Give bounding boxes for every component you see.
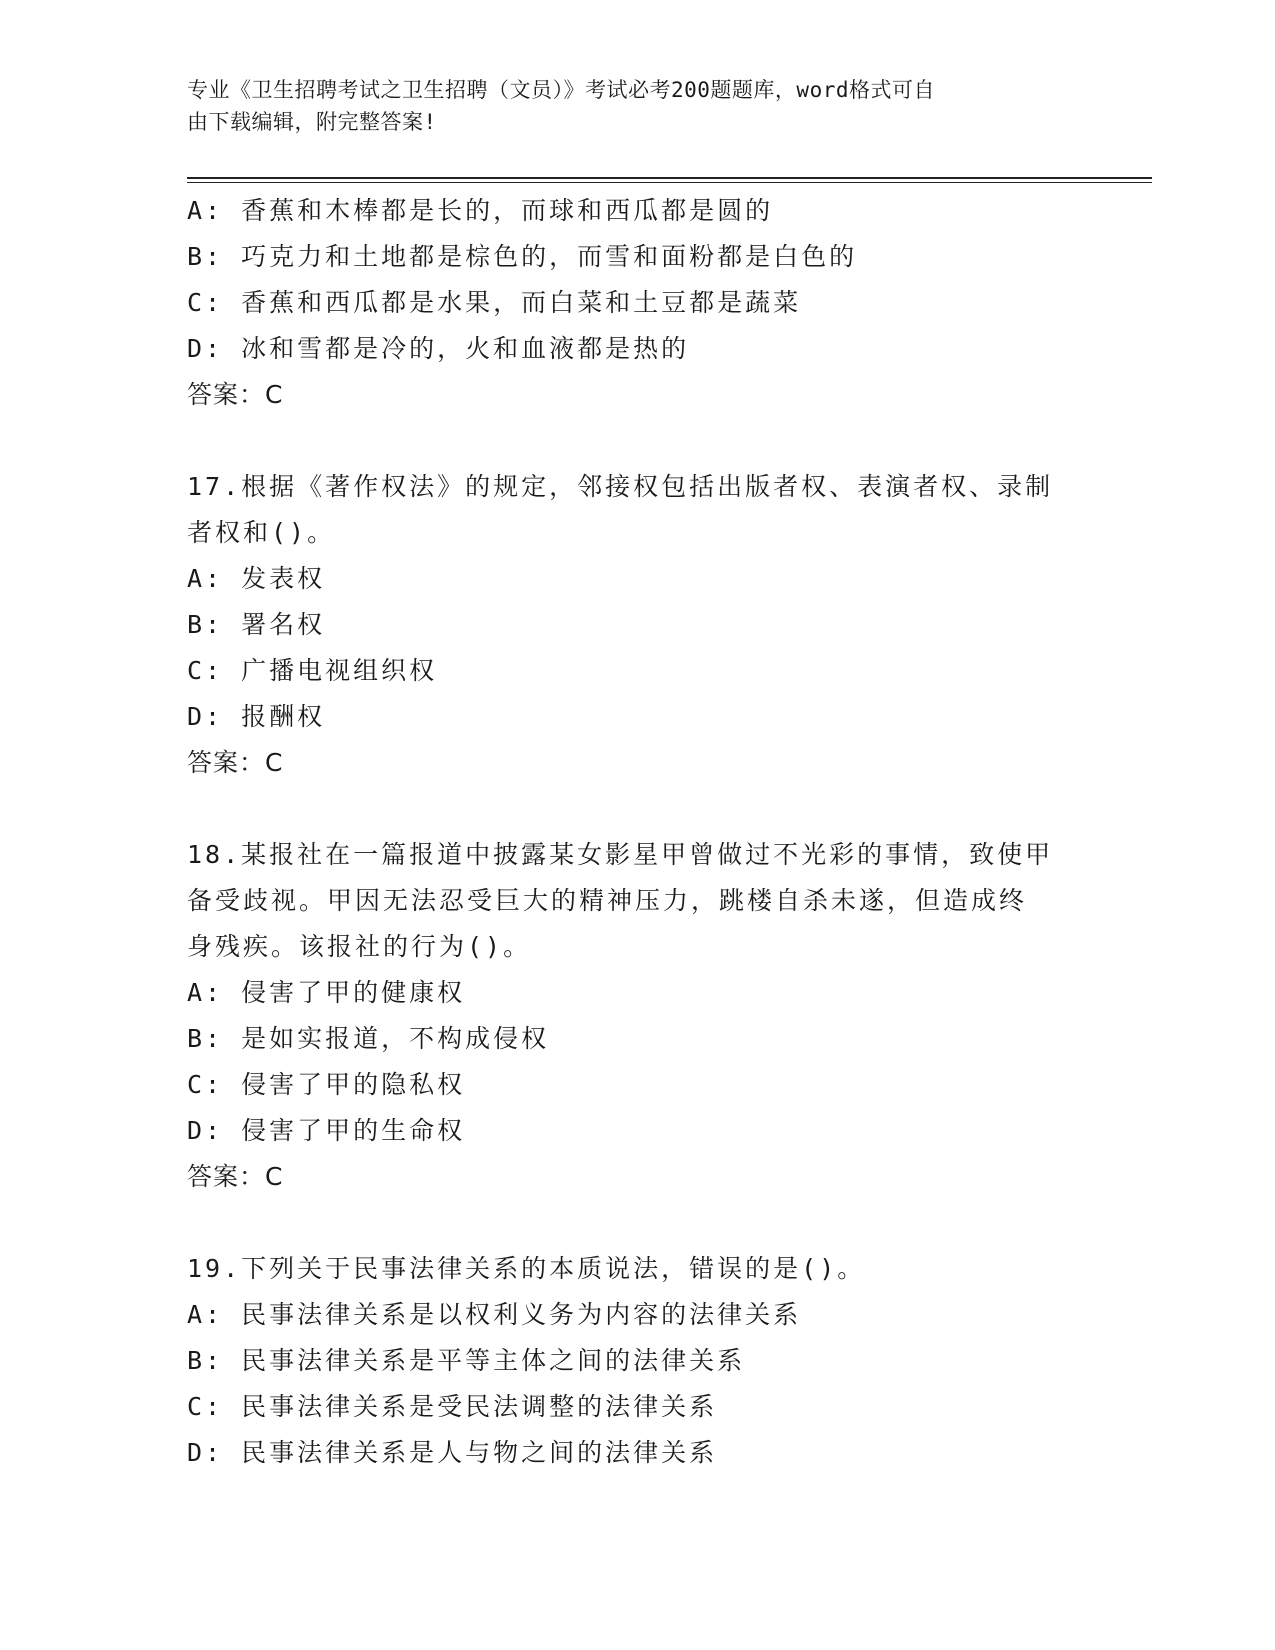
header-divider-thick (187, 177, 1152, 179)
document-header (187, 74, 1067, 138)
option-c: C: 香蕉和西瓜都是水果，而白菜和土豆都是蔬菜 (187, 288, 802, 317)
answer-label: 答案：C (187, 748, 284, 777)
question-18 (187, 832, 1087, 1200)
option-b: B: 民事法律关系是平等主体之间的法律关系 (187, 1346, 746, 1375)
question-stem-line: 19.下列关于民事法律关系的本质说法，错误的是()。 (187, 1254, 866, 1283)
question-16-tail (187, 188, 1087, 418)
option-b: B: 是如实报道，不构成侵权 (187, 1024, 550, 1053)
option-a: A: 民事法律关系是以权利义务为内容的法律关系 (187, 1300, 802, 1329)
question-17 (187, 464, 1087, 786)
answer-label: 答案：C (187, 380, 284, 409)
header-line-1: 专业《卫生招聘考试之卫生招聘（文员）》考试必考200题题库，word格式可自 (187, 78, 935, 102)
option-b: B: 署名权 (187, 610, 326, 639)
spacer (187, 1200, 1087, 1246)
answer-label: 答案：C (187, 1162, 284, 1191)
question-stem-line: 者权和()。 (187, 518, 336, 547)
header-divider-thin (187, 182, 1152, 183)
option-d: D: 冰和雪都是冷的，火和血液都是热的 (187, 334, 690, 363)
option-c: C: 民事法律关系是受民法调整的法律关系 (187, 1392, 718, 1421)
option-d: D: 报酬权 (187, 702, 326, 731)
question-19 (187, 1246, 1087, 1476)
spacer (187, 418, 1087, 464)
question-stem-line: 17.根据《著作权法》的规定，邻接权包括出版者权、表演者权、录制 (187, 472, 1054, 501)
option-c: C: 广播电视组织权 (187, 656, 438, 685)
question-stem-line: 身残疾。该报社的行为()。 (187, 932, 532, 961)
question-list (187, 188, 1087, 1476)
question-stem-line: 备受歧视。甲因无法忍受巨大的精神压力，跳楼自杀未遂，但造成终 (187, 886, 1028, 915)
option-c: C: 侵害了甲的隐私权 (187, 1070, 466, 1099)
option-a: A: 侵害了甲的健康权 (187, 978, 466, 1007)
option-a: A: 香蕉和木棒都是长的，而球和西瓜都是圆的 (187, 196, 774, 225)
spacer (187, 786, 1087, 832)
option-d: D: 侵害了甲的生命权 (187, 1116, 466, 1145)
option-a: A: 发表权 (187, 564, 326, 593)
header-line-2: 由下载编辑，附完整答案! (187, 110, 437, 134)
option-b: B: 巧克力和土地都是棕色的，而雪和面粉都是白色的 (187, 242, 858, 271)
option-d: D: 民事法律关系是人与物之间的法律关系 (187, 1438, 718, 1467)
question-stem-line: 18.某报社在一篇报道中披露某女影星甲曾做过不光彩的事情，致使甲 (187, 840, 1054, 869)
